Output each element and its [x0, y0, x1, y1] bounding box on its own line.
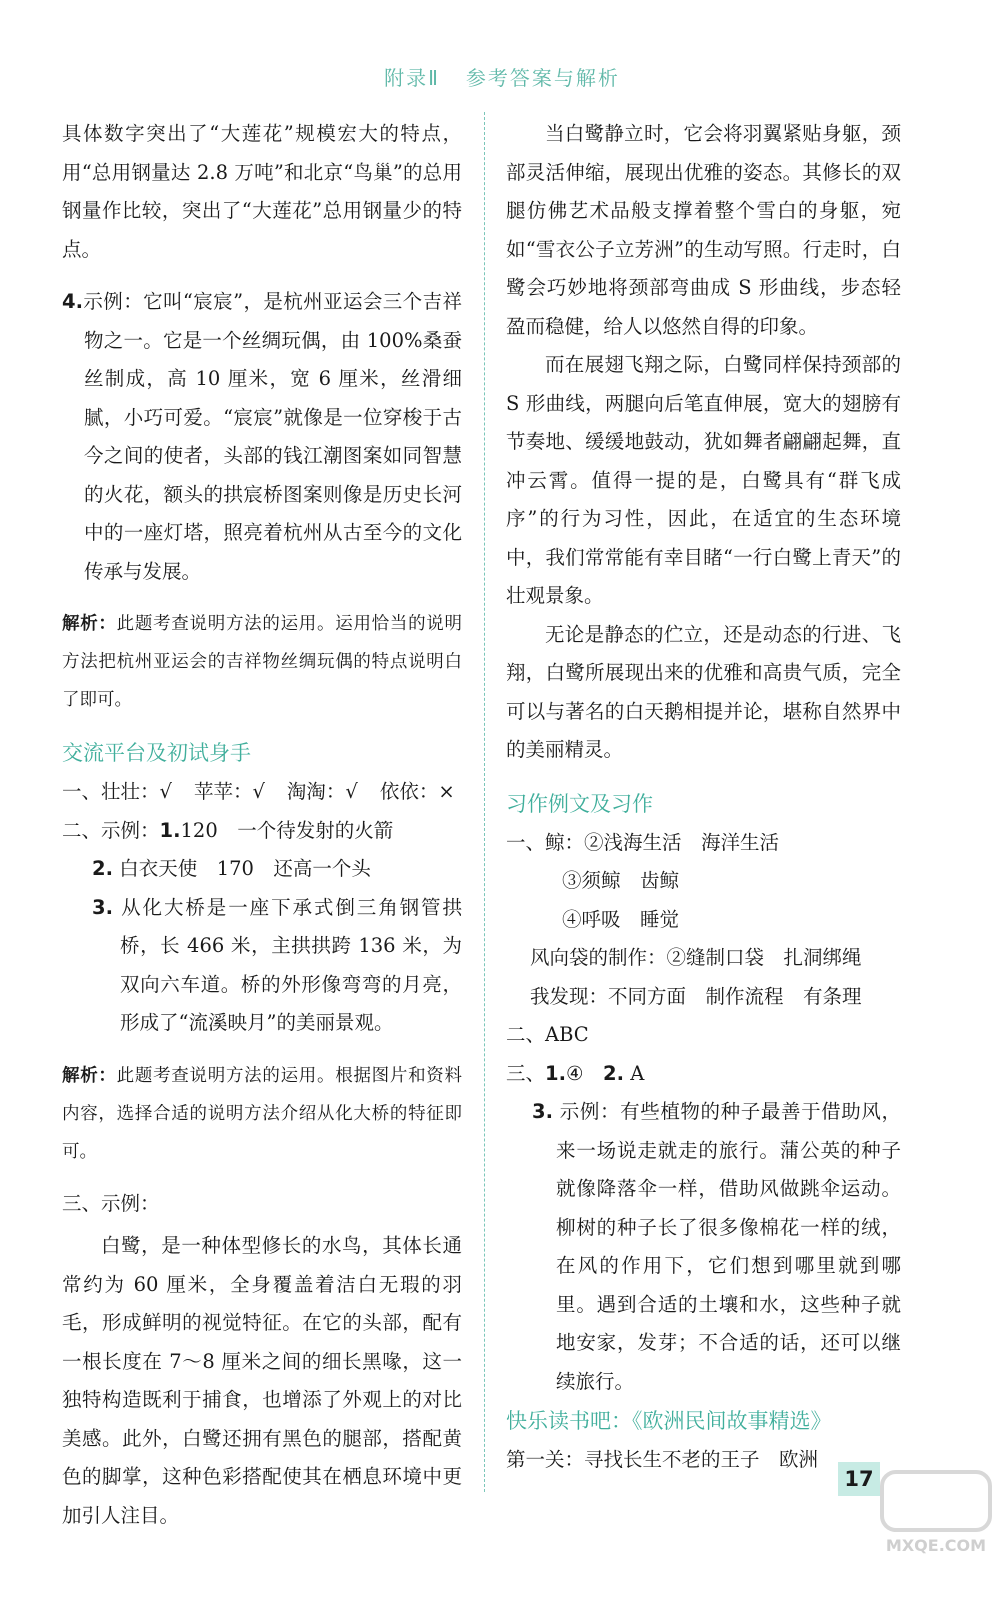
watermark	[880, 1470, 992, 1570]
header-title: 参考答案与解析	[465, 66, 620, 90]
writing-answer-three-3: 3. 示例：有些植物的种子最善于借助风，来一场说走就走的旅行。蒲公英的种子就像降落伞一样，借助风做跳伞运动。柳树的种子长了很多像棉花一样的绒，在风的作用下，它们想到哪里就到哪里。遇到合适的土壤和水，这些种子就地安家，发芽；不合适的话，还可以继续旅行。	[532, 1100, 901, 1393]
question-4: 4.示例：它叫“宸宸”，是杭州亚运会三个吉祥物之一。它是一个丝绸玩偶，由 100%桑蚕丝制成，高 10 厘米，宽 6 厘米，丝滑细腻，小巧可爱。“宸宸”就像是一位穿梭于古今之间的使者，头部的钱江潮图案如同智慧的火花，额头的拱宸桥图案则像是历史长河中的一座灯塔，照亮着杭州从古至今的文化传承与发展。	[62, 290, 462, 583]
watermark-logo-icon	[880, 1470, 992, 1532]
reading-answer-1: 第一关：寻找长生不老的王子 欧洲	[506, 1448, 819, 1471]
page-header	[0, 62, 1004, 91]
section-title-exchange: 交流平台及初试身手	[62, 741, 251, 765]
writing-answer-one-3: ④呼吸 睡觉	[562, 907, 680, 931]
analysis-1: 解析：此题考查说明方法的运用。运用恰当的说明方法把杭州亚运会的吉祥物丝绸玩偶的特点说明白了即可。	[62, 614, 463, 710]
egret-paragraph-4: 无论是静态的伫立，还是动态的行进、飞翔，白鹭所展现出来的优雅和高贵气质，完全可以与著名的白天鹅相提并论，堪称自然界中的美丽精灵。	[506, 622, 901, 761]
writing-answer-one-5: 我发现：不同方面 制作流程 有条理	[530, 984, 862, 1008]
answer-two: 二、示例：1.120 一个待发射的火箭	[62, 818, 394, 842]
egret-paragraph-2: 当白鹭静立时，它会将羽翼紧贴身躯，颈部灵活伸缩，展现出优雅的姿态。其修长的双腿仿佛艺术品般支撑着整个雪白的身躯，宛如“雪衣公子立芳洲”的生动写照。行走时，白鹭会巧妙地将颈部弯曲成 S 形曲线，步态轻盈而稳健，给人以悠然自得的印象。	[506, 122, 901, 338]
left-column	[62, 115, 462, 1535]
watermark-url: MXQE.COM	[885, 1536, 987, 1555]
egret-paragraph-3: 而在展翅飞翔之际，白鹭同样保持颈部的 S 形曲线，两腿向后笔直伸展，宽大的翅膀有节奏地、缓缓地鼓动，犹如舞者翩翩起舞，直冲云霄。值得一提的是，白鹭具有“群飞成序”的行为习性，因此，在适宜的生态环境中，我们常常能有幸目睹“一行白鹭上青天”的壮观景象。	[506, 353, 901, 607]
egret-paragraph: 白鹭，是一种体型修长的水鸟，其体长通常约为 60 厘米，全身覆盖着洁白无瑕的羽毛，形成鲜明的视觉特征。在它的头部，配有一根长度在 7～8 厘米之间的细长黑喙，这一独特构造既利于捕食，也增添了外观上的对比美感。此外，白鹭还拥有黑色的腿部，搭配黄色的脚掌，这种色彩搭配使其在栖息环境中更加引人注目。	[62, 1234, 462, 1527]
section-title-writing: 习作例文及习作	[506, 791, 653, 816]
answer-three-lead: 三、示例：	[62, 1191, 160, 1215]
writing-answer-three: 三、1.④ 2. A	[506, 1061, 645, 1085]
intro-paragraph: 具体数字突出了“大莲花”规模宏大的特点，用“总用钢量达 2.8 万吨”和北京“鸟巢”的总用钢量作比较，突出了“大莲花”总用钢量少的特点。	[62, 122, 462, 261]
answer-one: 一、壮壮：√ 苹苹：√ 淘淘：√ 依依：×	[62, 780, 455, 803]
right-column	[506, 115, 901, 1480]
writing-answer-one: 一、鲸：②浅海生活 海洋生活	[506, 830, 780, 854]
appendix-label: 附录Ⅱ	[384, 66, 440, 90]
answer-two-sub: 2. 白衣天使 170 还高一个头 3. 从化大桥是一座下承式倒三角钢管拱桥，长 466 米，主拱拱跨 136 米，为双向六车道。桥的外形像弯弯的月亮，形成了“流溪映月”的美丽景观。	[92, 857, 462, 1034]
column-divider	[484, 112, 485, 1492]
section-title-reading: 快乐读书吧：《欧洲民间故事精选》	[506, 1409, 832, 1433]
writing-answer-one-2: ③须鲸 齿鲸	[562, 869, 680, 892]
page-number: 17	[838, 1462, 880, 1496]
writing-answer-two: 二、ABC	[506, 1023, 589, 1046]
writing-answer-one-4: 风向袋的制作：②缝制口袋 扎洞绑绳	[530, 946, 862, 969]
analysis-2: 解析：此题考查说明方法的运用。根据图片和资料内容，选择合适的说明方法介绍从化大桥的特征即可。	[62, 1065, 463, 1162]
